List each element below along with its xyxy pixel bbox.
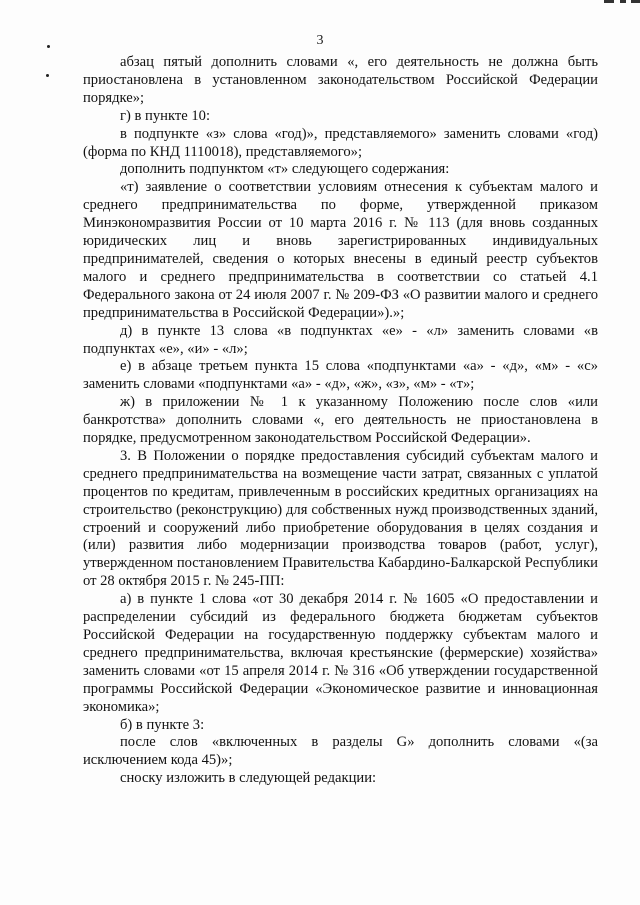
paragraph: в подпункте «з» слова «год)», представляемого» заменить словами «год) (форма по КНД 1110018), представляемого»; [83, 125, 598, 160]
paragraph: абзац пятый дополнить словами «, его деятельность не должна быть приостановлена в установленном законодательством Российской Федерации порядке»; [83, 54, 598, 106]
scan-speck [46, 74, 49, 77]
paragraph: дополнить подпунктом «т» следующего содержания: [120, 161, 450, 178]
paragraph: д) в пункте 13 слова «в подпунктах «е» - «л» заменить словами «в подпунктах «е», «и» - «л»; [83, 322, 598, 357]
paragraph: г) в пункте 10: [120, 107, 210, 124]
paragraph: ж) в приложении № 1 к указанному Положению после слов «или банкротства» дополнить словами «, его деятельность не приостановлена в порядке, предусмотренном законодательством Российской Федерации». [83, 394, 598, 447]
paragraph: сноску изложить в следующей редакции: [120, 770, 377, 787]
scan-corner-mark [600, 0, 640, 6]
document-body [83, 54, 598, 788]
paragraph: а) в пункте 1 слова «от 30 декабря 2014 г. № 1605 «О предоставлении и распределении субсидий из федерального бюджета бюджетам субъектов Российской Федерации на государственную поддержку субъектам малого и среднего предпринимательства, включая крестьянские (фермерские) хозяйства» заменить словами «от 15 апреля 2014 г. № 316 «Об утверждении государственной программы Российской Федерации «Экономическое развитие и инновационная экономика»; [83, 591, 598, 715]
paragraph: 3. В Положении о порядке предоставления субсидий субъектам малого и среднего предпринимательства на возмещение части затрат, связанных с уплатой процентов по кредитам, привлеченным в российских кредитных организациях на строительство (реконструкцию) для собственных нужд производственных зданий, строений и сооружений либо приобретение оборудования в целях создания и (или) развития либо модернизации производства товаров (работ, услуг), утвержденном постановлением Правительства Кабардино-Балкарской Республики от 28 октября 2015 г. № 245-ПП: [83, 447, 598, 590]
paragraph: б) в пункте 3: [120, 716, 205, 733]
paragraph: после слов «включенных в разделы G» дополнить словами «(за исключением кода 45)»; [83, 734, 598, 769]
page-number: 3 [316, 33, 324, 48]
paragraph: «т) заявление о соответствии условиям отнесения к субъектам малого и среднего предпринимательства по форме, утвержденной приказом Минэкономразвития России от 10 марта 2016 г. № 113 (для вновь созданных юридических лиц и вновь зарегистрированных индивидуальных предпринимателей, сведения о которых внесены в единый реестр субъектов малого и среднего предпринимательства в соответствии со статьей 4.1 Федерального закона от 24 июля 2007 г. № 209-ФЗ «О развитии малого и среднего предпринимательства в Российской Федерации»).»; [83, 179, 598, 321]
paragraph: е) в абзаце третьем пункта 15 слова «подпунктами «а» - «д», «м» - «с» заменить словами «подпунктами «а» - «д», «ж», «з», «м» - «т»; [83, 358, 598, 393]
